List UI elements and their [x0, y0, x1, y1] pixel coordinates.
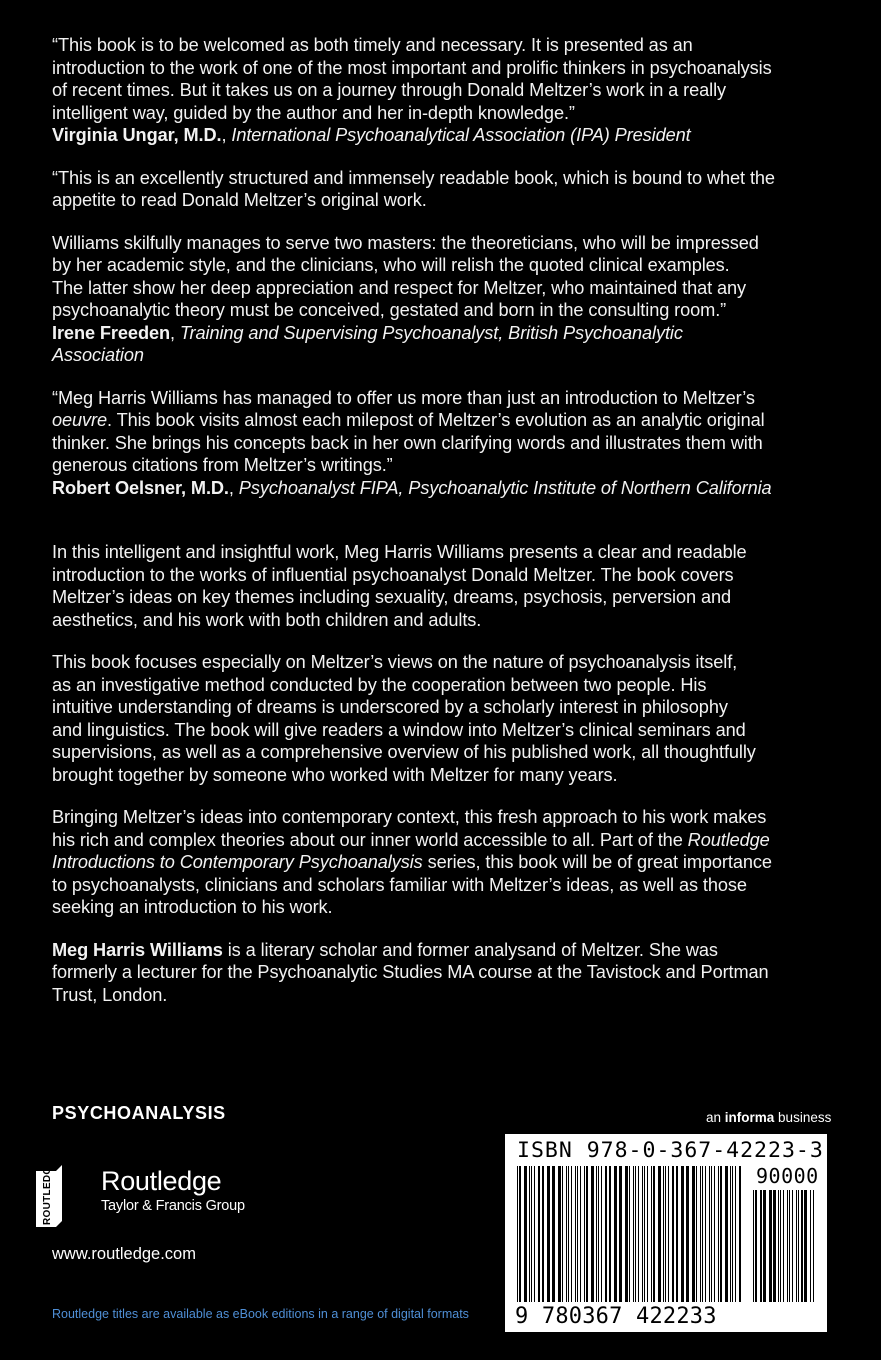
publisher-group: Taylor & Francis Group: [101, 1198, 245, 1214]
barcode-bar: [709, 1166, 710, 1302]
routledge-vertical-mark-icon: [34, 1165, 94, 1230]
barcode-bar: [538, 1166, 540, 1302]
barcode-bar: [605, 1166, 607, 1302]
barcode-bar: [586, 1166, 588, 1302]
endorsement-freeden-part2: [52, 232, 852, 367]
barcode-bar: [566, 1166, 567, 1302]
barcode-bar: [635, 1166, 636, 1302]
endorser-name: Virginia Ungar, M.D.: [52, 125, 222, 145]
text-line: his rich and complex theories about our inner world accessible to all. Part of the Routledge: [52, 829, 770, 850]
barcode-bar: [735, 1166, 736, 1302]
text-line: supervisions, as well as a comprehensive overview of his published work, all thoughtfully: [52, 742, 756, 762]
barcode-bar: [681, 1166, 684, 1302]
barcode-bar: [647, 1166, 648, 1302]
endorser-attribution: Virginia Ungar, M.D., International Psychoanalytical Association (IPA) President: [52, 125, 691, 145]
quote-line: intelligent way, guided by the author and her in-depth knowledge.”: [52, 102, 575, 123]
barcode-bar: [760, 1190, 762, 1302]
barcode-bar: [810, 1190, 811, 1302]
barcode-bar: [619, 1166, 622, 1302]
barcode-bar: [584, 1166, 585, 1302]
barcode-bar: [711, 1166, 712, 1302]
barcode-bar: [796, 1190, 797, 1302]
isbn-label: ISBN 978-0-367-42223-3: [517, 1138, 824, 1163]
barcode-bar: [609, 1166, 611, 1302]
barcode-bar: [658, 1166, 661, 1302]
section-gap: [52, 519, 852, 541]
text-line: aesthetics, and his work with both children and adults.: [52, 609, 482, 630]
barcode-bar: [542, 1166, 544, 1302]
barcode-bar: [642, 1166, 643, 1302]
barcode-bar: [558, 1166, 561, 1302]
publisher-website[interactable]: www.routledge.com: [52, 1245, 196, 1263]
text-line: seeking an introduction to his work.: [52, 897, 333, 917]
price-code: 90000: [756, 1164, 819, 1188]
barcode-bar: [524, 1166, 527, 1302]
barcode-bar: [732, 1166, 733, 1302]
quote-line: “This is an excellently structured and immensely readable book, which is bound to whet the: [52, 167, 775, 188]
informa-business-tag: an informa business: [706, 1110, 832, 1125]
barcode-bar: [598, 1166, 599, 1302]
text-line: introduction to the works of influential psychoanalyst Donald Meltzer. The book covers: [52, 564, 734, 585]
barcode-bar: [638, 1166, 639, 1302]
barcode-bar: [804, 1190, 807, 1302]
endorser-name: Robert Oelsner, M.D.: [52, 477, 229, 498]
barcode-bar: [575, 1166, 576, 1302]
description-paragraph-1: [52, 541, 852, 631]
endorsement-freeden-part1: [52, 167, 852, 212]
text-line: and linguistics. The book will give readers a window into Meltzer’s clinical seminars and: [52, 719, 746, 740]
text-line: Trust, London.: [52, 984, 168, 1005]
barcode-bar: [705, 1166, 706, 1302]
quote-line: psychoanalytic theory must be conceived, gestated and born in the consulting room.”: [52, 300, 727, 320]
back-cover-text: [52, 34, 852, 1026]
quote-line: Williams skilfully manages to serve two masters: the theoreticians, who will be impressed: [52, 232, 759, 253]
quote-line: The latter show her deep appreciation and respect for Meltzer, who maintained that any: [52, 277, 747, 298]
ean-digits: 9 780367 422233: [515, 1304, 717, 1329]
quote-line: “This book is to be welcomed as both timely and necessary. It is presented as an: [52, 35, 693, 55]
svg-text:ROUTLEDGE: ROUTLEDGE: [42, 1165, 53, 1225]
barcode-bar: [568, 1166, 569, 1302]
barcode-bar: [531, 1166, 532, 1302]
barcode-bar: [720, 1166, 722, 1302]
routledge-logo: [34, 1165, 264, 1230]
barcode-bar: [665, 1166, 666, 1302]
barcode-bar: [798, 1190, 799, 1302]
barcode-bar: [763, 1190, 766, 1302]
barcode-bar: [714, 1166, 715, 1302]
quote-line: appetite to read Donald Meltzer’s original work.: [52, 190, 427, 210]
barcode-bar: [668, 1166, 669, 1302]
quote-line: oeuvre. This book visits almost each milepost of Meltzer’s evolution as an analytic original: [52, 410, 765, 430]
text-line: In this intelligent and insightful work, Meg Harris Williams presents a clear and readable: [52, 542, 747, 562]
text-line: intuitive understanding of dreams is underscored by a scholarly interest in philosophy: [52, 697, 728, 717]
barcode-bar: [517, 1166, 518, 1302]
isbn-barcode: [505, 1134, 827, 1332]
barcode-bar: [562, 1166, 563, 1302]
subject-category: PSYCHOANALYSIS: [52, 1103, 226, 1123]
barcode-bar: [730, 1166, 731, 1302]
barcode-bar: [529, 1166, 530, 1302]
text-line: Introductions to Contemporary Psychoanalysis series, this book will be of great importance: [52, 852, 772, 872]
endorser-role: Training and Supervising Psychoanalyst, British Psychoanalytic: [179, 322, 683, 343]
barcode-bar: [753, 1190, 754, 1302]
description-paragraph-3: [52, 806, 852, 919]
barcode-bar: [552, 1166, 555, 1302]
barcode-bar: [653, 1166, 655, 1302]
barcode-bars: [505, 1134, 827, 1332]
publisher-name: Routledge: [101, 1166, 222, 1196]
barcode-bar: [580, 1166, 581, 1302]
barcode-bar: [755, 1190, 757, 1302]
barcode-bar: [596, 1166, 597, 1302]
barcode-bar: [789, 1190, 790, 1302]
description-paragraph-2: [52, 651, 852, 786]
text-line: This book focuses especially on Meltzer’s views on the nature of psychoanalysis itself,: [52, 652, 738, 672]
barcode-bar: [700, 1166, 701, 1302]
text-line: Bringing Meltzer’s ideas into contemporary context, this fresh approach to his work makes: [52, 807, 767, 827]
barcode-bar: [633, 1166, 634, 1302]
barcode-bar: [813, 1190, 814, 1302]
barcode-bar: [718, 1166, 719, 1302]
barcode-bar: [629, 1166, 630, 1302]
barcode-bar: [534, 1166, 535, 1302]
barcode-bar: [725, 1166, 728, 1302]
quote-line: “Meg Harris Williams has managed to offer us more than just an introduction to Meltzer’s: [52, 387, 755, 408]
barcode-bar: [778, 1190, 779, 1302]
barcode-bar: [547, 1166, 550, 1302]
barcode-bar: [692, 1166, 695, 1302]
endorser-role-cont: Association: [52, 345, 144, 365]
endorser-attribution: Robert Oelsner, M.D., Psychoanalyst FIPA, Psychoanalytic Institute of Northern California: [52, 477, 772, 498]
text-line: Meg Harris Williams is a literary scholar and former analysand of Meltzer. She was: [52, 939, 718, 960]
barcode-bar: [801, 1190, 803, 1302]
barcode-bar: [773, 1190, 776, 1302]
endorser-name: Irene Freeden: [52, 322, 170, 343]
barcode-bar: [783, 1190, 784, 1302]
text-line: as an investigative method conducted by the cooperation between two people. His: [52, 674, 707, 695]
barcode-bar: [769, 1190, 772, 1302]
endorser-attribution: Irene Freeden, Training and Supervising Psychoanalyst, British Psychoanalytic: [52, 322, 683, 343]
barcode-bar: [792, 1190, 793, 1302]
ebook-availability-note: Routledge titles are available as eBook editions in a range of digital formats: [52, 1307, 469, 1321]
barcode-bar: [780, 1190, 781, 1302]
text-line: brought together by someone who worked with Meltzer for many years.: [52, 764, 618, 785]
barcode-bar: [577, 1166, 578, 1302]
text-line: to psychoanalysts, clinicians and scholars familiar with Meltzer’s ideas, as well as those: [52, 874, 747, 895]
barcode-bar: [663, 1166, 664, 1302]
quote-line: generous citations from Meltzer’s writings.”: [52, 455, 393, 475]
barcode-bar: [651, 1166, 652, 1302]
barcode-bar: [702, 1166, 703, 1302]
barcode-bar: [739, 1166, 741, 1302]
barcode-bar: [696, 1166, 697, 1302]
barcode-bar: [787, 1190, 788, 1302]
quote-line: by her academic style, and the clinicians, who will relish the quoted clinical examples.: [52, 255, 730, 275]
barcode-bar: [571, 1166, 572, 1302]
barcode-bar: [676, 1166, 678, 1302]
author-name: Meg Harris Williams: [52, 939, 223, 960]
barcode-bar: [644, 1166, 645, 1302]
barcode-bar: [614, 1166, 617, 1302]
barcode-bar: [686, 1166, 689, 1302]
quote-line: thinker. She brings his concepts back in her own clarifying words and illustrates them with: [52, 432, 763, 453]
author-bio: [52, 939, 852, 1007]
barcode-bar: [591, 1166, 594, 1302]
barcode-bar: [519, 1166, 521, 1302]
quote-line: of recent times. But it takes us on a journey through Donald Meltzer’s work in a really: [52, 80, 726, 100]
endorsement-ungar: [52, 34, 852, 147]
text-line: formerly a lecturer for the Psychoanalytic Studies MA course at the Tavistock and Portman: [52, 962, 769, 982]
barcode-bar: [672, 1166, 674, 1302]
barcode-bar: [625, 1166, 628, 1302]
endorser-role: International Psychoanalytical Association (IPA) President: [231, 125, 691, 145]
barcode-bar: [601, 1166, 602, 1302]
endorsement-oelsner: [52, 387, 852, 500]
endorser-role: Psychoanalyst FIPA, Psychoanalytic Institute of Northern California: [238, 477, 772, 498]
quote-line: introduction to the work of one of the most important and prolific thinkers in psychoanalysis: [52, 57, 772, 78]
text-line: Meltzer’s ideas on key themes including sexuality, dreams, psychosis, perversion and: [52, 587, 732, 607]
